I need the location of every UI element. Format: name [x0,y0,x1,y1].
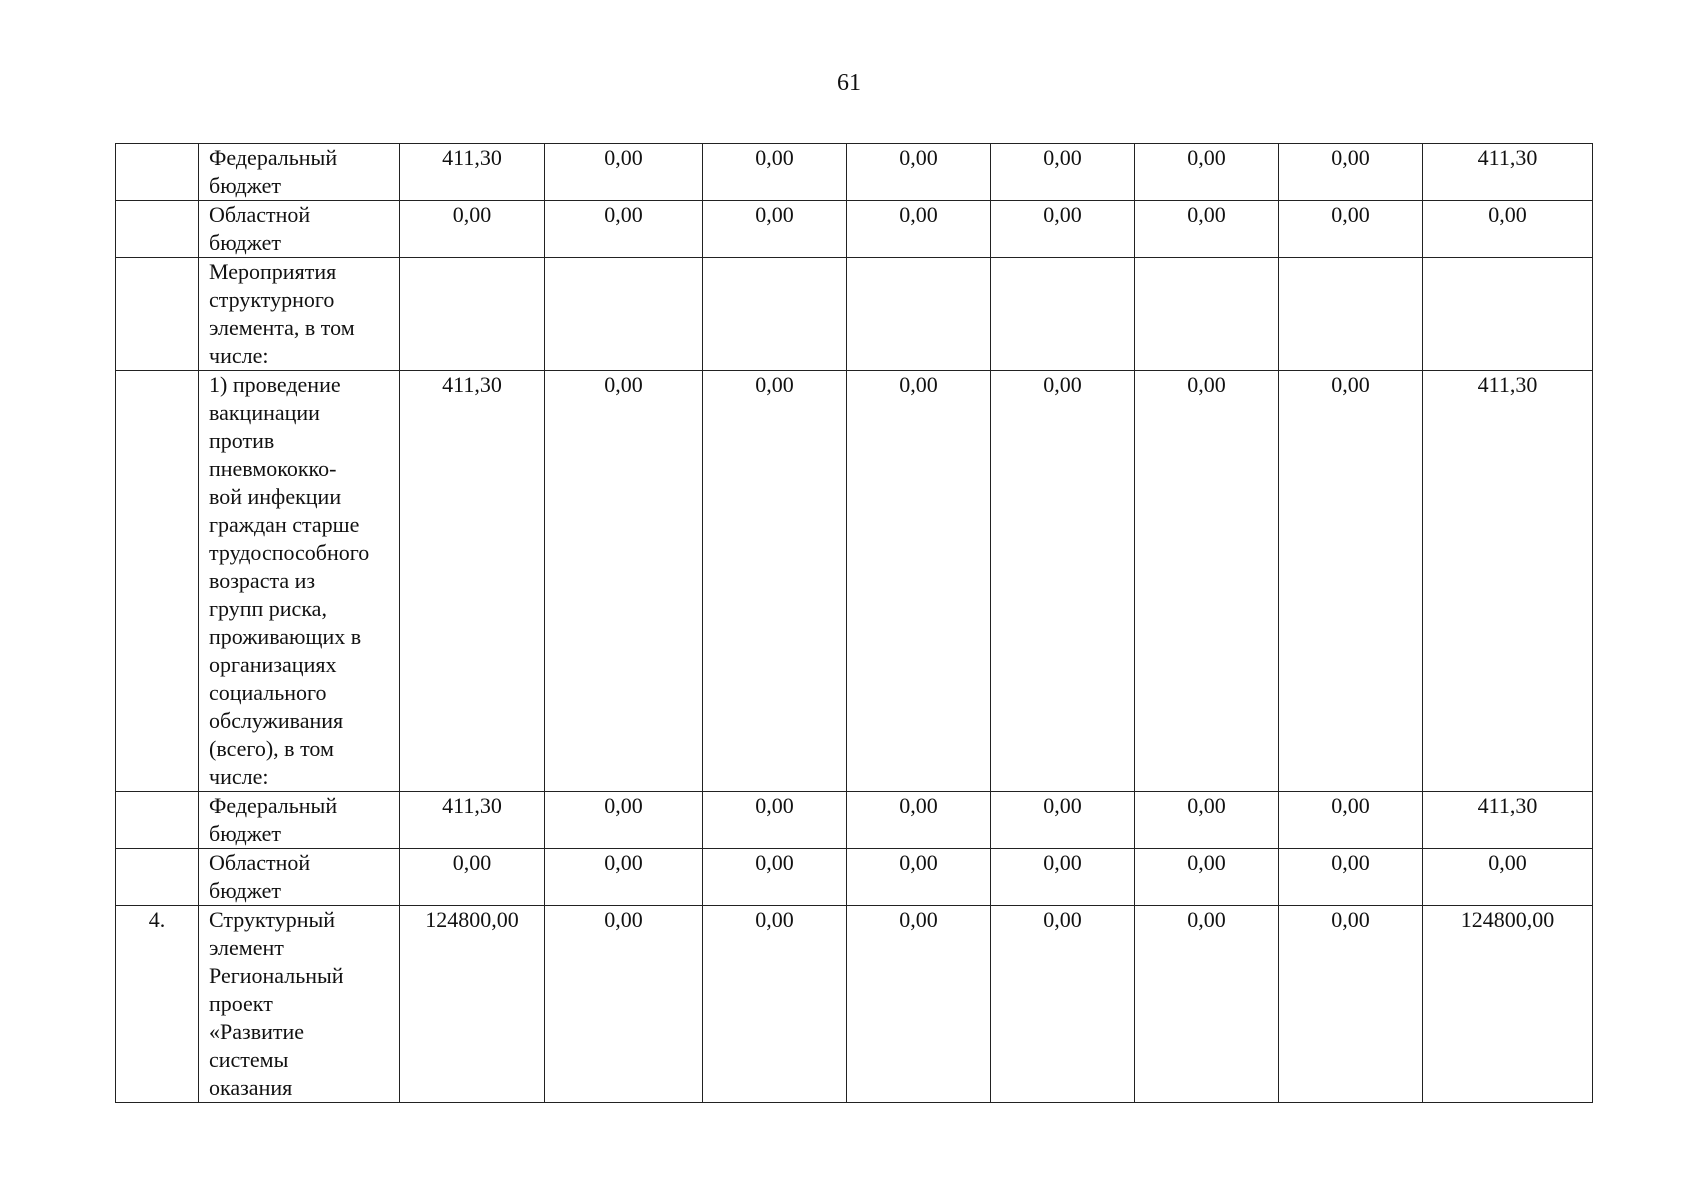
value-cell: 0,00 [545,792,703,849]
value-cell: 0,00 [847,849,991,906]
row-name-line: против [209,428,275,453]
value-cell: 0,00 [1135,144,1279,201]
value-cell: 0,00 [1279,906,1423,1103]
row-name-line: обслуживания [209,708,344,733]
row-name-line: 1) проведение [209,372,341,397]
row-index-cell [116,201,199,258]
row-name-line: бюджет [209,173,281,198]
value-cell: 0,00 [400,849,545,906]
row-name-line: элемент [209,935,284,960]
value-cell: 0,00 [703,201,847,258]
row-name-line: социального [209,680,327,705]
row-name-line: групп риска, [209,596,327,621]
value-cell: 0,00 [703,906,847,1103]
value-cell: 0,00 [1135,849,1279,906]
row-index-cell [116,849,199,906]
row-name-line: Областной [209,202,311,227]
row-name-cell [199,371,400,792]
value-cell: 124800,00 [400,906,545,1103]
row-name-cell [199,144,400,201]
table-row [116,258,1593,371]
row-name-line: пневмококко- [209,456,337,481]
value-cell [703,258,847,371]
row-name-line: бюджет [209,878,281,903]
table-row [116,849,1593,906]
value-cell: 0,00 [991,371,1135,792]
value-cell [400,258,545,371]
value-cell: 0,00 [847,201,991,258]
value-cell: 0,00 [400,201,545,258]
row-name-cell [199,849,400,906]
row-name-line: возраста из [209,568,316,593]
value-cell: 0,00 [703,792,847,849]
row-name-line: Мероприятия [209,259,337,284]
value-cell: 0,00 [703,144,847,201]
value-cell: 0,00 [1135,371,1279,792]
value-cell: 0,00 [1135,792,1279,849]
value-cell: 0,00 [847,792,991,849]
row-name-line: бюджет [209,821,281,846]
value-cell: 0,00 [991,849,1135,906]
row-name-line: проживающих в [209,624,362,649]
value-cell: 0,00 [991,144,1135,201]
value-cell: 0,00 [1279,201,1423,258]
value-cell: 0,00 [1135,201,1279,258]
row-name-line: трудоспособного [209,540,370,565]
row-name-line: оказания [209,1075,293,1100]
row-name-line: числе: [209,343,269,368]
value-cell [1135,258,1279,371]
value-cell: 0,00 [545,144,703,201]
row-name-line: (всего), в том [209,736,334,761]
row-name-line: вакцинации [209,400,320,425]
row-name-line: бюджет [209,230,281,255]
row-index-cell [116,258,199,371]
row-name-line: Федеральный [209,793,338,818]
value-cell: 411,30 [1423,371,1593,792]
row-name-line: граждан старше [209,512,360,537]
row-name-cell [199,201,400,258]
value-cell: 0,00 [1423,849,1593,906]
value-cell: 0,00 [1279,849,1423,906]
budget-table [115,143,1593,1103]
row-name-line: Структурный [209,907,336,932]
row-name-line: системы [209,1047,289,1072]
value-cell: 411,30 [400,792,545,849]
row-name-line: вой инфекции [209,484,342,509]
value-cell: 0,00 [847,371,991,792]
row-name-line: «Развитие [209,1019,305,1044]
table-row [116,792,1593,849]
value-cell: 0,00 [991,792,1135,849]
row-name-cell [199,792,400,849]
value-cell: 411,30 [1423,144,1593,201]
row-name-line: числе: [209,764,269,789]
value-cell: 0,00 [1279,144,1423,201]
value-cell: 124800,00 [1423,906,1593,1103]
page-number: 61 [837,70,861,96]
value-cell: 411,30 [1423,792,1593,849]
value-cell [1279,258,1423,371]
value-cell: 411,30 [400,371,545,792]
table-row [116,144,1593,201]
row-index-cell: 4. [116,906,199,1103]
row-name-cell [199,906,400,1103]
row-index-cell [116,144,199,201]
value-cell: 0,00 [703,849,847,906]
row-name-line: Федеральный [209,145,338,170]
value-cell: 0,00 [1423,201,1593,258]
row-index-cell [116,792,199,849]
value-cell: 0,00 [847,906,991,1103]
value-cell: 0,00 [1135,906,1279,1103]
row-name-line: структурного [209,287,335,312]
row-name-line: Региональный [209,963,344,988]
value-cell: 0,00 [545,906,703,1103]
value-cell [847,258,991,371]
value-cell [991,258,1135,371]
row-name-line: Областной [209,850,311,875]
value-cell: 0,00 [545,371,703,792]
row-name-line: элемента, в том [209,315,355,340]
value-cell: 411,30 [400,144,545,201]
table-row [116,906,1593,1103]
value-cell [1423,258,1593,371]
value-cell: 0,00 [1279,792,1423,849]
table-row [116,201,1593,258]
value-cell: 0,00 [545,201,703,258]
row-index-cell [116,371,199,792]
value-cell: 0,00 [847,144,991,201]
value-cell: 0,00 [1279,371,1423,792]
row-name-cell [199,258,400,371]
value-cell: 0,00 [991,201,1135,258]
value-cell: 0,00 [991,906,1135,1103]
value-cell: 0,00 [703,371,847,792]
row-name-line: проект [209,991,273,1016]
table-row [116,371,1593,792]
value-cell: 0,00 [545,849,703,906]
value-cell [545,258,703,371]
row-name-line: организациях [209,652,337,677]
